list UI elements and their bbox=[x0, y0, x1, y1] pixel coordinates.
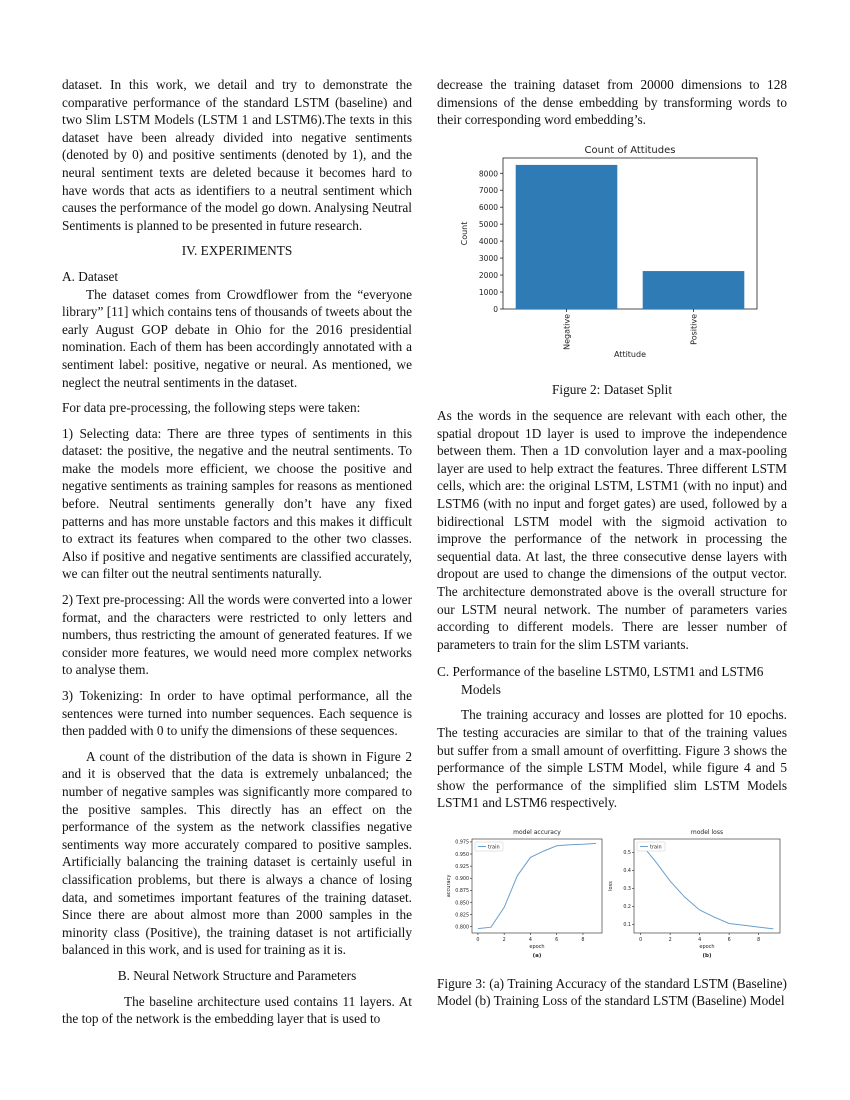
loss-x-tick-label: 6 bbox=[727, 938, 731, 944]
accuracy-y-tick-label: 0.950 bbox=[455, 852, 469, 858]
figure-2-caption: Figure 2: Dataset Split bbox=[551, 382, 673, 398]
accuracy-y-tick-label: 0.975 bbox=[455, 840, 469, 846]
accuracy-y-tick-label: 0.825 bbox=[455, 913, 469, 919]
step-2-paragraph: 2) Text pre-processing: All the words were converted into a lower format, and the characters were restricted to only letters and numbers, thus restricting the amount of generated features. If we consider more features, we would need more complex networks to analyse them. bbox=[62, 592, 412, 678]
accuracy-x-tick-label: 8 bbox=[581, 938, 585, 944]
distribution-paragraph: A count of the distribution of the data is shown in Figure 2 and it is observed that the data is extremely unbalanced; the number of negative samples was significantly more compared to the positive samples. This directly has an effect on the performance of the system as the network classifies negative sentiments way more accurately compared to positive samples. Artificially balancing the training dataset is certainly useful in classification problems, but there is always a chance of losing data, and sometimes important features of the training dataset. Since there are about almost more than 2000 samples in the minority class (Positive), the training dataset is not artificially balanced in this work, and is used for training as it is. bbox=[62, 748, 412, 958]
loss-x-tick-label: 8 bbox=[757, 938, 761, 944]
loss-x-tick-label: 2 bbox=[668, 938, 672, 944]
step-1-paragraph: 1) Selecting data: There are three types of sentiments in this dataset: the positive, the negative and the neutral sentiments. To make the models more efficient, we choose the positive and negative sentiments as training samples for reasons as mentioned before. Neutral sentiments generally don’t have any fixed patterns and has more unstable factors and this makes it difficult to extract its features when compared to the other two classes. Also if positive and negative sentiments are classified accurately, we can filter out the neutral sentiments naturally. bbox=[62, 425, 412, 582]
y-tick-label: 6000 bbox=[478, 202, 498, 212]
figure-3-caption: Figure 3: (a) Training Accuracy of the standard LSTM (Baseline) Model (b) Training Loss of the standard LSTM (Baseline) Model bbox=[437, 975, 787, 1009]
accuracy-x-axis-label: epoch bbox=[529, 944, 545, 951]
y-tick-label: 4000 bbox=[478, 236, 498, 246]
accuracy-y-axis-label: accuracy bbox=[446, 874, 452, 898]
loss-y-tick-label: 0.2 bbox=[623, 905, 631, 911]
y-tick-label: 1000 bbox=[478, 287, 498, 297]
loss-y-tick-label: 0.5 bbox=[623, 851, 631, 857]
section-heading: IV. EXPERIMENTS bbox=[181, 243, 293, 259]
accuracy-x-tick-label: 2 bbox=[502, 938, 506, 944]
y-tick-label: 7000 bbox=[478, 186, 498, 196]
y-tick-label: 8000 bbox=[478, 169, 498, 179]
architecture-paragraph: As the words in the sequence are relevant with each other, the spatial dropout 1D layer is used to improve the independence between them. Then a 1D convolution layer and a max-pooling layer are used to help extract the features. Three different LSTM cells, which are: the original LSTM, LSTM1 (with no input) and LSTM6 (with no input and forget gates) are used, followed by a bidirectional LSTM model with the sigmoid activation to improve the performance of the network in processing the sequential data. At last, the three consecutive dense layers with dropout are used to change the dimensions of the output vector. The architecture demonstrated above is the overall structure for our LSTM neural network. The number of parameters varies according to different models. There are lesser number of parameters to train for the slim LSTM variants. bbox=[437, 407, 787, 652]
step-3-paragraph: 3) Tokenizing: In order to have optimal performance, all the sentences were turned into number sequences. Each sequence is then padded with 0 to unify the dimensions of these sequences. bbox=[62, 688, 412, 739]
bar-positive bbox=[643, 271, 745, 309]
preprocessing-intro: For data pre-processing, the following steps were taken: bbox=[62, 400, 361, 416]
subsection-a-heading: A. Dataset bbox=[62, 268, 119, 284]
y-axis-label: Count bbox=[460, 221, 469, 246]
accuracy-y-tick-label: 0.800 bbox=[455, 925, 469, 931]
loss-x-axis-label: epoch bbox=[699, 944, 715, 951]
x-axis-label: Attitude bbox=[613, 349, 647, 359]
performance-paragraph: The training accuracy and losses are plotted for 10 epochs. The testing accuracies are similar to that of the training values but suffer from a small amount of overfitting. Figure 3 shows the performance of the simple LSTM Model, while figure 4 and 5 show the performance of the simplified slim LSTM Models LSTM1 and LSTM6 respectively. bbox=[437, 707, 787, 811]
subsection-c-heading: C. Performance of the baseline LSTM0, LSTM1 and LSTM6 Models bbox=[437, 664, 764, 697]
loss-series-line bbox=[641, 843, 774, 929]
y-tick-label: 3000 bbox=[478, 253, 498, 263]
accuracy-series-line bbox=[478, 843, 596, 928]
chart-title: Count of Attitudes bbox=[584, 144, 676, 156]
loss-y-tick-label: 0.3 bbox=[623, 887, 631, 893]
loss-y-axis-label: loss bbox=[608, 881, 614, 891]
accuracy-legend-label: train bbox=[488, 844, 500, 851]
accuracy-chart-title: model accuracy bbox=[513, 829, 561, 837]
dataset-paragraph: The dataset comes from Crowdflower from the “everyone library” [11] which contains tens of thousands of tweets about the early August GOP debate in Ohio for the 2016 presidential nomination. Each of them has been accordingly annotated with a sentiment label: positive, negative or neural. As mentioned, we neglect the neutral sentiments in the dataset. bbox=[62, 286, 412, 390]
right-column bbox=[437, 76, 787, 1010]
accuracy-y-tick-label: 0.925 bbox=[455, 864, 469, 870]
y-tick-label: 2000 bbox=[478, 270, 498, 280]
baseline-paragraph: The baseline architecture used contains 11 layers. At the top of the network is the embedding layer that is used to bbox=[62, 993, 412, 1027]
intro-paragraph: dataset. In this work, we detail and try to demonstrate the comparative performance of the standard LSTM (baseline) and two Slim LSTM Models (LSTM 1 and LSTM6).The texts in this dataset have been already divided into negative sentiments (denoted by 0) and positive sentiments (denoted by 1), and the neural sentiment texts are deleted because it becomes hard to have words that acts as identifiers to a neutral sentiment which causes the performance of the model go down. Analysing Neutral Sentiments is planned to be presented in future research. bbox=[62, 77, 412, 233]
training-curves-chart bbox=[437, 824, 787, 966]
dataset-split-chart bbox=[437, 141, 787, 375]
loss-plot-frame bbox=[634, 839, 780, 933]
loss-x-tick-label: 4 bbox=[698, 938, 702, 944]
accuracy-panel-label: (a) bbox=[532, 953, 542, 960]
accuracy-y-tick-label: 0.900 bbox=[455, 877, 469, 883]
accuracy-x-tick-label: 4 bbox=[528, 938, 532, 944]
y-tick-label: 5000 bbox=[478, 219, 498, 229]
x-tick-label-negative: Negative bbox=[562, 313, 572, 350]
loss-chart-title: model loss bbox=[690, 829, 724, 837]
accuracy-x-tick-label: 6 bbox=[555, 938, 559, 944]
y-tick-label: 0 bbox=[493, 304, 498, 314]
accuracy-y-tick-label: 0.850 bbox=[455, 901, 469, 907]
subsection-b-heading: B. Neural Network Structure and Parameters bbox=[117, 967, 357, 983]
figure-2 bbox=[437, 141, 787, 399]
loss-y-tick-label: 0.1 bbox=[623, 923, 631, 929]
x-tick-label-positive: Positive bbox=[689, 313, 699, 345]
accuracy-plot-frame bbox=[472, 839, 602, 933]
figure-3 bbox=[437, 824, 787, 1010]
continuation-paragraph: decrease the training dataset from 20000 dimensions to 128 dimensions of the dense embedding by transforming words to their corresponding word embedding’s. bbox=[437, 77, 787, 128]
loss-y-tick-label: 0.4 bbox=[623, 869, 631, 875]
accuracy-y-tick-label: 0.875 bbox=[455, 889, 469, 895]
loss-panel-label: (b) bbox=[702, 953, 712, 960]
loss-x-tick-label: 0 bbox=[639, 938, 643, 944]
accuracy-x-tick-label: 0 bbox=[476, 938, 480, 944]
bar-negative bbox=[516, 165, 618, 309]
loss-legend-label: train bbox=[650, 844, 662, 851]
left-column bbox=[62, 76, 412, 1028]
